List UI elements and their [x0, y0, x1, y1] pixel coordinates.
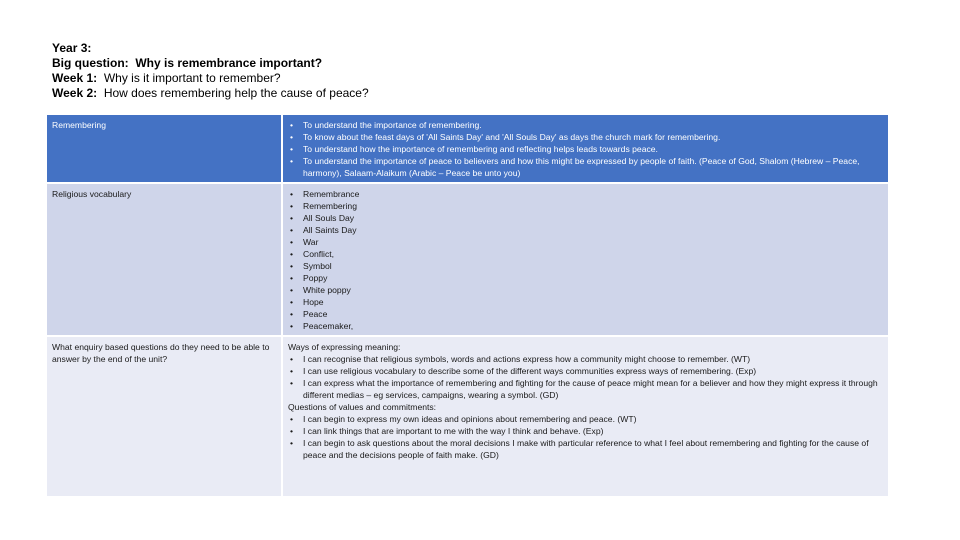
list-item: • Symbol: [288, 260, 883, 272]
list-item: • All Souls Day: [288, 212, 883, 224]
expressing-meaning-list: [288, 353, 883, 401]
list-item: • To know about the feast days of 'All Saints Day' and 'All Souls Day' as days the church mark for remembering.: [288, 131, 883, 143]
list-item: • I can use religious vocabulary to describe some of the different ways communities express ways of remembering. (Exp): [288, 365, 883, 377]
table-row-enquiry-questions: [46, 336, 889, 497]
row-label: Remembering: [46, 114, 282, 183]
list-item: • Peace: [288, 308, 883, 320]
list-item: • Remembrance: [288, 188, 883, 200]
list-item: • I can begin to express my own ideas and opinions about remembering and peace. (WT): [288, 413, 883, 425]
values-commitments-list: [288, 413, 883, 461]
vocabulary-list: [288, 188, 883, 332]
list-item: • Remembering: [288, 200, 883, 212]
list-item: • I can express what the importance of remembering and fighting for the cause of peace might mean for a believer and how they might express it through different medias – eg services, campaigns, wearing a symbol. (GD): [288, 377, 883, 401]
list-item: • War: [288, 236, 883, 248]
list-item: • Conflict,: [288, 248, 883, 260]
week-1-line: Week 1: Why is it important to remember?: [52, 71, 281, 85]
list-item: • To understand the importance of remembering.: [288, 119, 883, 131]
lesson-header: [52, 41, 369, 101]
section-heading: Questions of values and commitments:: [288, 402, 437, 412]
row-content: [282, 183, 889, 336]
year-line: Year 3:: [52, 41, 92, 55]
table-row-remembering: [46, 114, 889, 183]
list-item: • Poppy: [288, 272, 883, 284]
row-content: [282, 336, 889, 497]
row-label: Religious vocabulary: [46, 183, 282, 336]
list-item: • To understand the importance of peace to believers and how this might be expressed by people of faith. (Peace of God, Shalom (Hebrew – Peace, harmony), Salaam-Alaikum (Arabic – Peace be unto you): [288, 155, 883, 179]
section-heading: Ways of expressing meaning:: [288, 342, 401, 352]
list-item: • I can recognise that religious symbols, words and actions express how a community might choose to remember. (WT): [288, 353, 883, 365]
list-item: • Hope: [288, 296, 883, 308]
week-2-line: Week 2: How does remembering help the cause of peace?: [52, 86, 369, 100]
list-item: • I can link things that are important to me with the way I think and behave. (Exp): [288, 425, 883, 437]
big-question-line: Big question: Why is remembrance important?: [52, 56, 323, 70]
list-item: • I can begin to ask questions about the moral decisions I make with particular reference to what I feel about remembering and fighting for the cause of peace and the decisions people of faith make. (GD): [288, 437, 883, 461]
row-content: [282, 114, 889, 183]
list-item: • All Saints Day: [288, 224, 883, 236]
unit-overview-table: [45, 113, 890, 498]
table-row-vocabulary: [46, 183, 889, 336]
list-item: • To understand how the importance of remembering and reflecting helps leads towards peace.: [288, 143, 883, 155]
row-label: What enquiry based questions do they need to be able to answer by the end of the unit?: [46, 336, 282, 497]
list-item: • White poppy: [288, 284, 883, 296]
list-item: • Peacemaker,: [288, 320, 883, 332]
objectives-list: [288, 119, 883, 179]
